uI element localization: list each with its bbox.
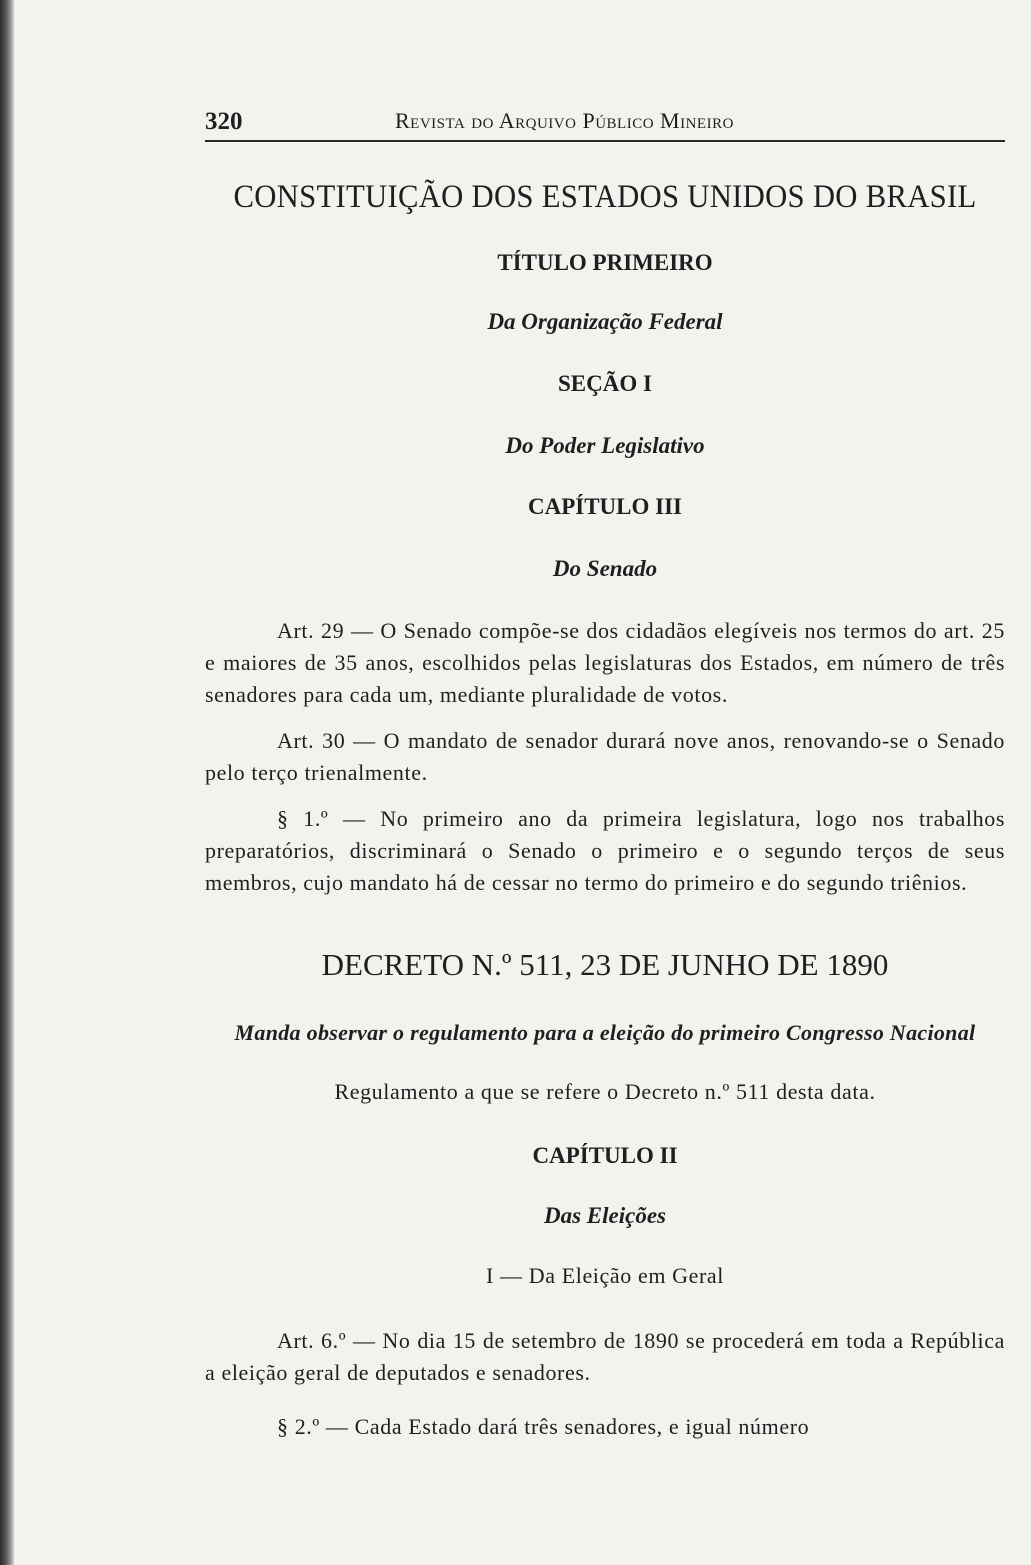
article-6: Art. 6.º — No dia 15 de setembro de 1890 se procederá em toda a República a eleição geral de deputados e senadores. <box>205 1328 1005 1385</box>
secao-subheading: Do Poder Legislativo <box>505 433 705 458</box>
paragraph-1: § 1.º — No primeiro ano da primeira legislatura, logo nos trabalhos preparatórios, discriminará o Senado o primeiro e o segundo terços de seus membros, cujo mandato há de cessar no termo do primeiro e do segundo triênios. <box>205 806 1005 895</box>
decree-capitulo-heading: CAPÍTULO II <box>532 1143 678 1168</box>
paragraph-2-partial: § 2.º — Cada Estado dará três senadores, e igual número <box>277 1414 810 1439</box>
decree-title: DECRETO N.º 511, 23 DE JUNHO DE 1890 <box>321 947 889 982</box>
secao-heading: SEÇÃO I <box>558 371 652 396</box>
regulamento-line: Regulamento a que se refere o Decreto n.º 511 desta data. <box>334 1079 876 1104</box>
constitution-title: CONSTITUIÇÃO DOS ESTADOS UNIDOS DO BRASIL <box>233 179 977 215</box>
book-binding-edge <box>0 0 14 1565</box>
decree-subtitle: Manda observar o regulamento para a eleição do primeiro Congresso Nacional <box>234 1020 976 1045</box>
article-30: Art. 30 — O mandato de senador durará nove anos, renovando-se o Senado pelo terço trienalmente. <box>205 728 1005 785</box>
page-number: 320 <box>205 108 243 135</box>
decree-capitulo-subheading: Das Eleições <box>543 1203 666 1228</box>
running-head <box>205 100 1005 142</box>
titulo-subheading: Da Organização Federal <box>487 309 723 334</box>
capitulo-heading: CAPÍTULO III <box>527 494 682 519</box>
journal-title: Revista do Arquivo Público Mineiro <box>395 108 734 133</box>
article-29: Art. 29 — O Senado compõe-se dos cidadãos elegíveis nos termos do art. 25 e maiores de 35 anos, escolhidos pelas legislaturas dos Estados, em número de três senadores para cada um, mediante pluralidade de votos. <box>205 618 1005 707</box>
decree-section-heading: I — Da Eleição em Geral <box>486 1263 724 1288</box>
titulo-heading: TÍTULO PRIMEIRO <box>497 250 713 275</box>
document-page <box>205 100 1005 1443</box>
capitulo-subheading: Do Senado <box>552 556 658 581</box>
